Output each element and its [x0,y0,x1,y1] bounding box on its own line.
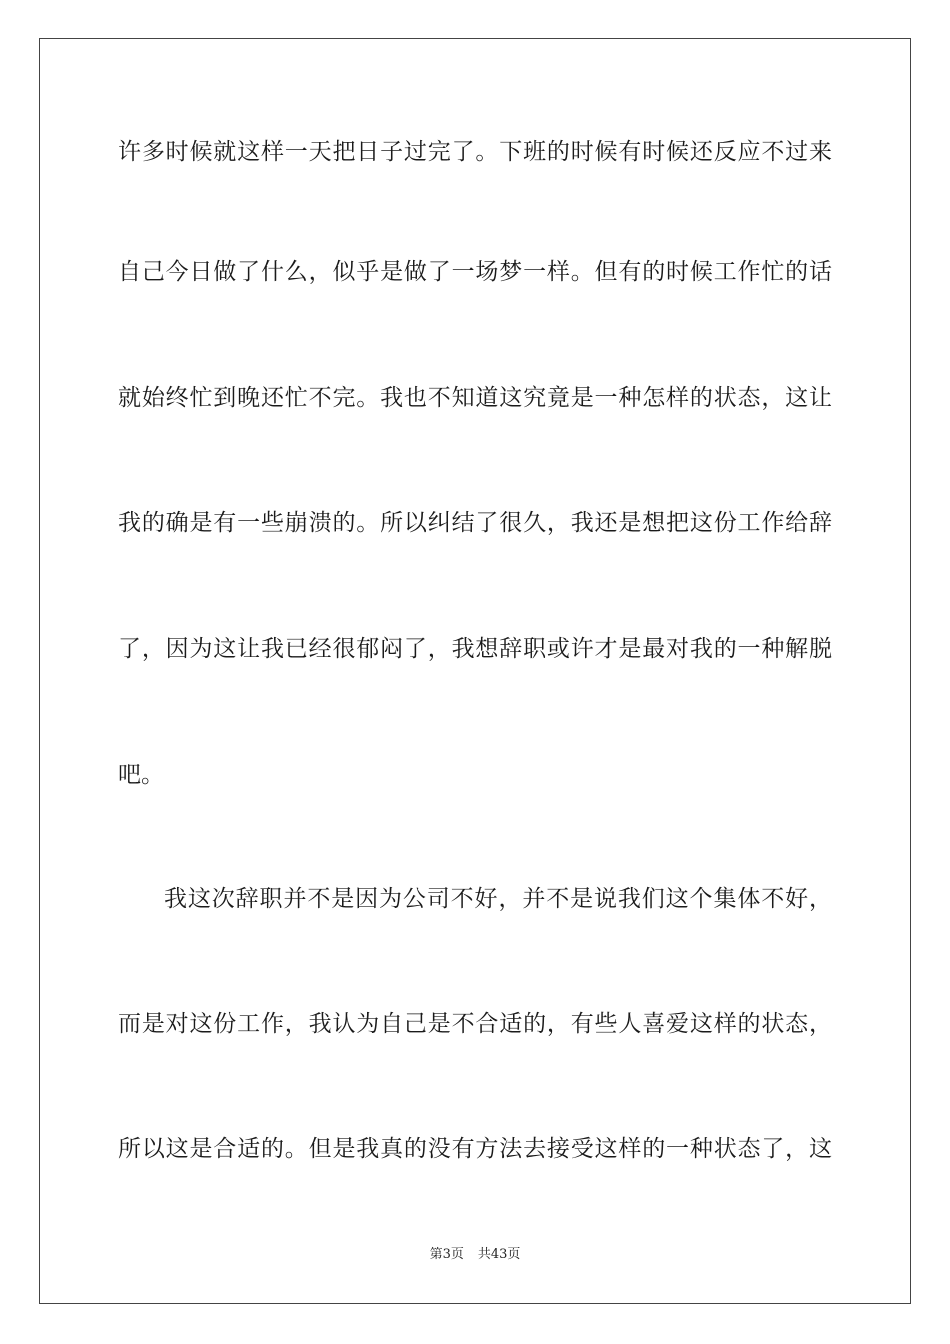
page-number: 第3页 [429,1247,464,1262]
paragraph-line-7: 我这次辞职并不是因为公司不好，并不是说我们这个集体不好， [164,886,832,912]
page-footer [0,1246,950,1264]
paragraph-line-6: 吧。 [118,762,164,788]
paragraph-line-2: 自己今日做了什么，似乎是做了一场梦一样。但有的时候工作忙的话 [118,259,832,285]
paragraph-line-4: 我的确是有一些崩溃的。所以纠结了很久，我还是想把这份工作给辞 [118,510,832,536]
paragraph-line-5: 了，因为这让我已经很郁闷了，我想辞职或许才是最对我的一种解脱 [118,636,832,662]
paragraph-line-8: 而是对这份工作，我认为自己是不合适的，有些人喜爱这样的状态， [118,1011,832,1037]
paragraph-line-9: 所以这是合适的。但是我真的没有方法去接受这样的一种状态了，这 [118,1136,832,1162]
paragraph-line-1: 许多时候就这样一天把日子过完了。下班的时候有时候还反应不过来 [118,139,832,165]
paragraph-line-3: 就始终忙到晚还忙不完。我也不知道这究竟是一种怎样的状态，这让 [118,385,832,411]
total-pages: 共43页 [477,1247,521,1262]
page-border [39,38,911,1304]
